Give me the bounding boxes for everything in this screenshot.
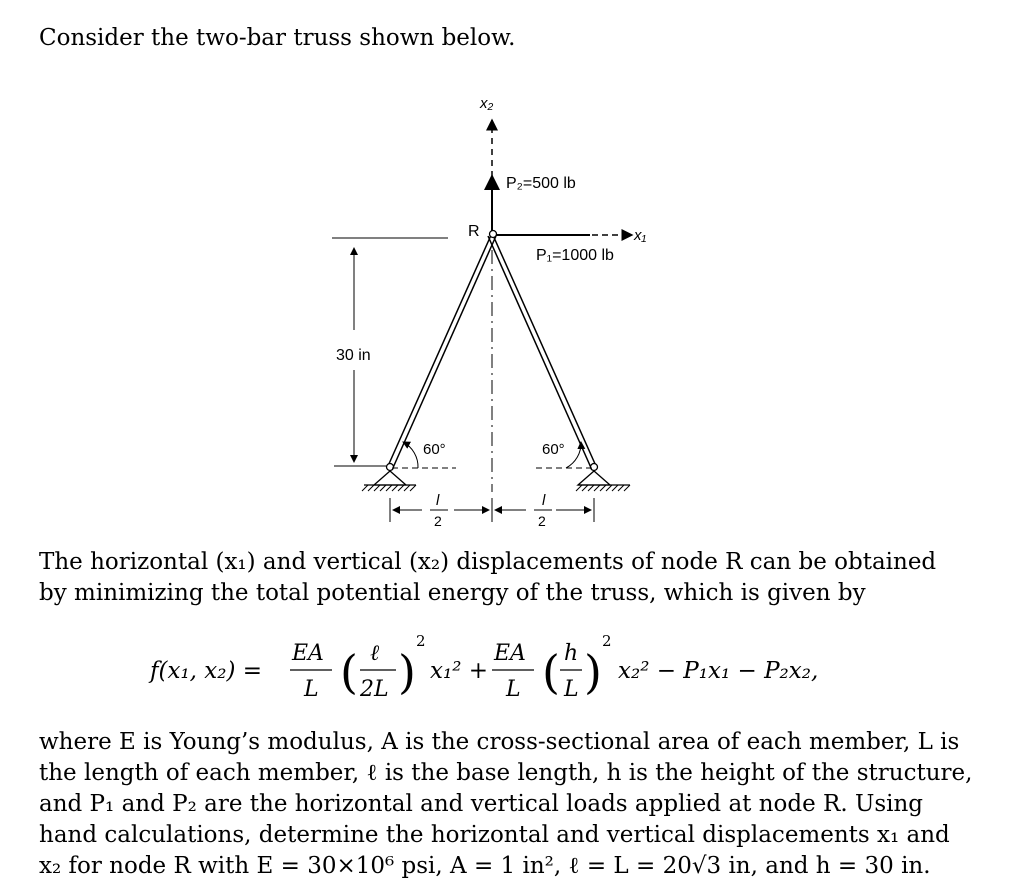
half-base-numerator: l (542, 492, 546, 509)
half-base-denominator: 2 (434, 513, 442, 529)
formula-l-denominator: L (304, 677, 319, 702)
formula-rest: x₂² − P₁x₁ − P₂x₂, (618, 658, 819, 684)
formula-ell-numerator: ℓ (370, 641, 380, 666)
formula-left-paren: ( (340, 645, 358, 699)
truss-figure (330, 90, 647, 530)
formula-l-denominator: L (506, 677, 521, 702)
mid-line-2: by minimizing the total potential energy of the truss, which is given by (39, 580, 866, 606)
right-member (492, 233, 596, 466)
formula-x1-squared: x₁² + (430, 658, 488, 684)
potential-energy-formula (150, 628, 870, 710)
tail-paragraph (39, 727, 999, 882)
tail-line-1: where E is Young’s modulus, A is the cross-sectional area of each member, L is (39, 729, 960, 755)
right-member (488, 236, 592, 470)
right-pin-support (576, 464, 630, 492)
p1-label: P₁=1000 lb (536, 247, 614, 264)
x1-axis-label: x₁ (634, 227, 647, 244)
formula-lhs: f(x₁, x₂) = (150, 658, 263, 684)
formula-right-paren: ) (584, 645, 602, 699)
formula-2l-denominator: 2L (360, 677, 389, 702)
half-base-numerator: l (436, 492, 440, 509)
node-r-pin (490, 231, 497, 238)
formula-h-numerator: h (564, 641, 579, 666)
formula-l-denominator: L (564, 677, 579, 702)
formula-square: 2 (602, 632, 612, 650)
formula-right-paren: ) (398, 645, 416, 699)
tail-line-5: x₂ for node R with E = 30×10⁶ psi, A = 1 in², ℓ = L = 20√3 in, and h = 30 in. (39, 853, 931, 879)
right-angle-label: 60° (542, 441, 565, 458)
tail-line-4: hand calculations, determine the horizontal and vertical displacements x₁ and (39, 822, 950, 848)
left-member (392, 236, 496, 470)
left-angle-label: 60° (423, 441, 446, 458)
mid-paragraph (39, 547, 999, 609)
right-angle-arc (566, 442, 581, 468)
tail-line-3: and P₁ and P₂ are the horizontal and vertical loads applied at node R. Using (39, 791, 924, 817)
half-base-denominator: 2 (538, 513, 546, 529)
formula-left-paren: ( (542, 645, 560, 699)
p2-label: P₂=500 lb (506, 175, 576, 192)
left-member (388, 233, 492, 466)
formula-ea-numerator: EA (494, 641, 526, 666)
intro-text: Consider the two-bar truss shown below. (39, 25, 516, 51)
mid-line-1: The horizontal (x₁) and vertical (x₂) displacements of node R can be obtained (39, 549, 937, 575)
formula-ea-numerator: EA (292, 641, 324, 666)
height-label: 30 in (336, 347, 371, 364)
tail-line-2: the length of each member, ℓ is the base length, h is the height of the structure, (39, 760, 973, 786)
formula-square: 2 (416, 632, 426, 650)
x2-axis-label: x₂ (480, 95, 494, 112)
node-r-label: R (468, 223, 480, 240)
left-angle-arc (403, 442, 418, 468)
